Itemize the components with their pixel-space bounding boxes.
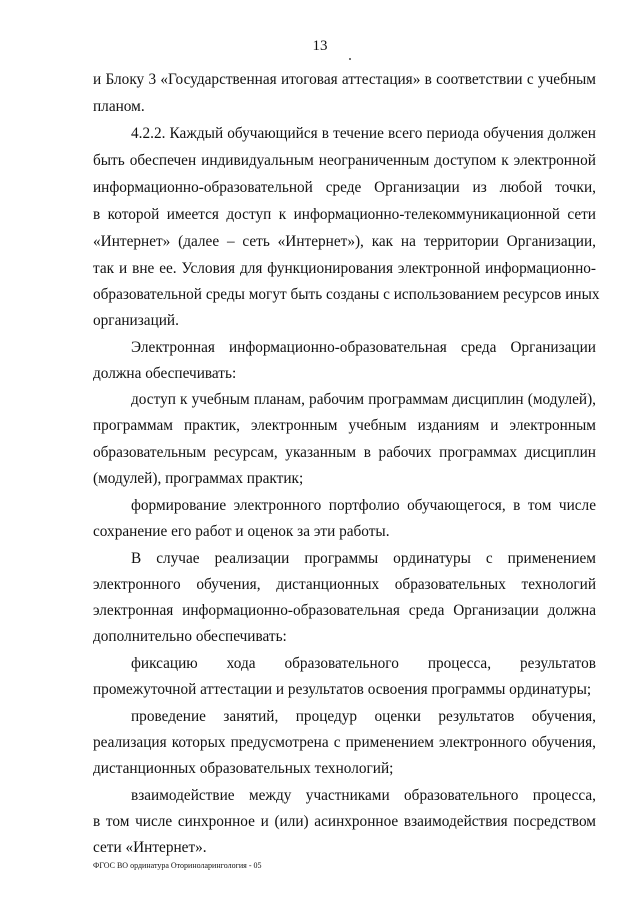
text-line: «Интернет» (далее – сеть «Интернет»), как на территории Организации, [93, 233, 596, 250]
text-line: (модулей), программах практик; [93, 470, 304, 487]
text-line: образовательным ресурсам, указанным в рабочих программах дисциплин [93, 444, 596, 461]
text-line: дистанционных образовательных технологий; [93, 760, 394, 777]
page-number: 13 [312, 38, 328, 54]
footer-note: ФГОС ВО ординатура Оториноларингология - 05 [93, 861, 262, 870]
text-line: проведение занятий, процедур оценки результатов обучения, [131, 708, 596, 725]
text-line: планом. [93, 98, 145, 115]
text-line: программам практик, электронным учебным изданиям и электронным [93, 417, 596, 434]
text-line: электронного обучения, дистанционных образовательных технологий [93, 576, 596, 593]
text-line: реализация которых предусмотрена с применением электронного обучения, [93, 734, 596, 751]
text-line: сети «Интернет». [93, 839, 207, 856]
text-line: фиксацию хода образовательного процесса, результатов [131, 655, 596, 672]
text-line: в том числе синхронное и (или) асинхронное взаимодействия посредством [93, 813, 596, 830]
text-line: В случае реализации программы ординатуры с применением [131, 550, 596, 567]
text-line: организаций. [93, 312, 179, 329]
text-line: так и вне ее. Условия для функционирования электронной информационно- [93, 260, 596, 277]
text-line: в которой имеется доступ к информационно-телекоммуникационной сети [93, 206, 596, 223]
text-line: взаимодействие между участниками образовательного процесса, [131, 787, 596, 804]
text-line: сохранение его работ и оценок за эти работы. [93, 523, 390, 540]
text-line: должна обеспечивать: [93, 365, 237, 382]
text-line: доступ к учебным планам, рабочим программам дисциплин (модулей), [131, 391, 596, 408]
text-line: дополнительно обеспечивать: [93, 628, 287, 645]
text-line: и Блоку 3 «Государственная итоговая аттестация» в соответствии с учебным [93, 71, 596, 88]
text-line: быть обеспечен индивидуальным неограниченным доступом к электронной [93, 152, 596, 169]
scan-speck [349, 58, 351, 60]
text-line: образовательной среды могут быть созданы с использованием ресурсов иных [93, 286, 600, 303]
text-line: электронная информационно-образовательная среда Организации должна [93, 602, 596, 619]
text-line: формирование электронного портфолио обучающегося, в том числе [131, 497, 596, 514]
text-line: промежуточной аттестации и результатов освоения программы ординатуры; [93, 681, 592, 698]
text-line: Электронная информационно-образовательная среда Организации [131, 339, 596, 356]
text-line: 4.2.2. Каждый обучающийся в течение всего периода обучения должен [131, 125, 596, 142]
text-line: информационно-образовательной среде Организации из любой точки, [93, 179, 596, 196]
